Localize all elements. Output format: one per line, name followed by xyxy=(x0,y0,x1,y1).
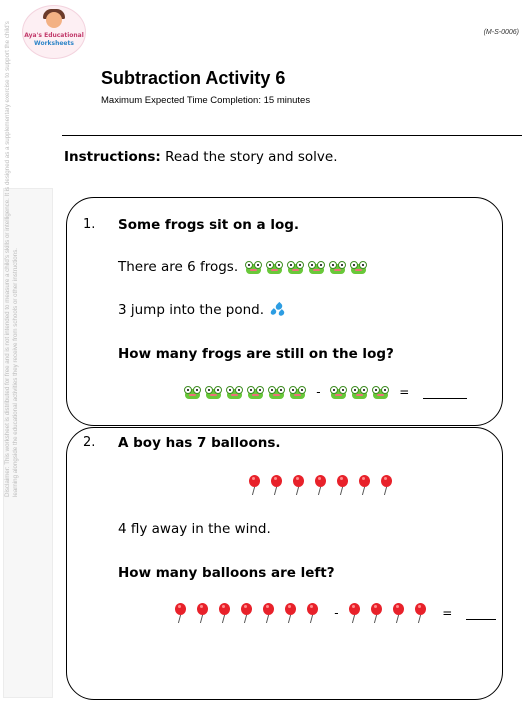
balloon-icon-row xyxy=(248,475,402,495)
frog-icon xyxy=(351,386,368,399)
equation xyxy=(174,603,496,623)
problem-number: 1. xyxy=(83,217,96,232)
frog-icon xyxy=(226,386,243,399)
frog-start-group xyxy=(184,384,310,400)
balloon-icon xyxy=(292,475,306,495)
worksheet-code: (M-S-0006) xyxy=(483,29,519,36)
balloon-icon xyxy=(218,603,232,623)
equation xyxy=(184,384,467,400)
frog-icon xyxy=(268,386,285,399)
balloon-icon xyxy=(284,603,298,623)
balloon-start-group xyxy=(174,605,328,621)
frog-icon-row xyxy=(245,259,371,275)
problem-line-with-icons xyxy=(118,259,371,275)
balloon-icon xyxy=(240,603,254,623)
problem-line: 4 fly away in the wind. xyxy=(118,521,271,537)
frog-icon xyxy=(330,386,347,399)
logo-text-line2: Worksheets xyxy=(34,40,74,47)
frog-icon xyxy=(184,386,201,399)
problem-card-1 xyxy=(66,197,503,426)
logo-text-line1: Aya's Educational xyxy=(24,32,84,39)
frog-icon xyxy=(205,386,222,399)
balloon-icon xyxy=(348,603,362,623)
problem-line: Some frogs sit on a log. xyxy=(118,217,300,233)
frog-icon xyxy=(289,386,306,399)
balloon-icon xyxy=(336,475,350,495)
instructions xyxy=(64,149,338,165)
answer-blank[interactable] xyxy=(423,386,467,399)
problem-number: 2. xyxy=(83,435,96,450)
minus-sign: - xyxy=(316,385,321,399)
balloon-icon xyxy=(306,603,320,623)
frog-subtract-group xyxy=(330,384,393,400)
logo-face xyxy=(46,12,62,28)
problem-line: A boy has 7 balloons. xyxy=(118,435,281,451)
instructions-text: Read the story and solve. xyxy=(165,149,338,165)
disclaimer-text: Disclaimer: This worksheet is distributed for free and is not intended to measure a child's skills or intelligence. It is designed as a supplementary exercise to support the child's learning alongside the educational activities they receive from schools or other instructions. xyxy=(4,21,19,497)
problem-question: How many frogs are still on the log? xyxy=(118,346,394,362)
problem-question: How many balloons are left? xyxy=(118,565,335,581)
balloon-icon xyxy=(358,475,372,495)
balloon-icon xyxy=(370,603,384,623)
divider xyxy=(62,135,522,136)
instructions-label: Instructions: xyxy=(64,149,161,165)
balloon-icon xyxy=(262,603,276,623)
page-subtitle: Maximum Expected Time Completion: 15 minutes xyxy=(101,95,311,106)
problem-card-2 xyxy=(66,427,503,700)
frog-icon xyxy=(308,261,325,274)
answer-blank[interactable] xyxy=(466,607,496,620)
problem-line: There are 6 frogs. xyxy=(118,259,239,275)
balloon-icon xyxy=(196,603,210,623)
equals-sign: = xyxy=(442,606,453,620)
problem-line-with-icon xyxy=(118,302,287,318)
frog-icon xyxy=(247,386,264,399)
page-title: Subtraction Activity 6 xyxy=(101,68,286,88)
balloon-icon xyxy=(380,475,394,495)
balloon-icon xyxy=(392,603,406,623)
balloon-icon xyxy=(174,603,188,623)
minus-sign: - xyxy=(334,606,339,620)
frog-icon xyxy=(372,386,389,399)
problem-line: 3 jump into the pond. xyxy=(118,302,265,318)
balloon-icon xyxy=(248,475,262,495)
balloon-icon xyxy=(414,603,428,623)
frog-icon xyxy=(350,261,367,274)
frog-icon xyxy=(287,261,304,274)
frog-icon xyxy=(266,261,283,274)
splash-icon xyxy=(271,303,287,317)
balloon-icon xyxy=(270,475,284,495)
frog-icon xyxy=(329,261,346,274)
balloon-icon xyxy=(314,475,328,495)
frog-icon xyxy=(245,261,262,274)
balloon-subtract-group xyxy=(348,605,436,621)
equals-sign: = xyxy=(399,385,410,399)
